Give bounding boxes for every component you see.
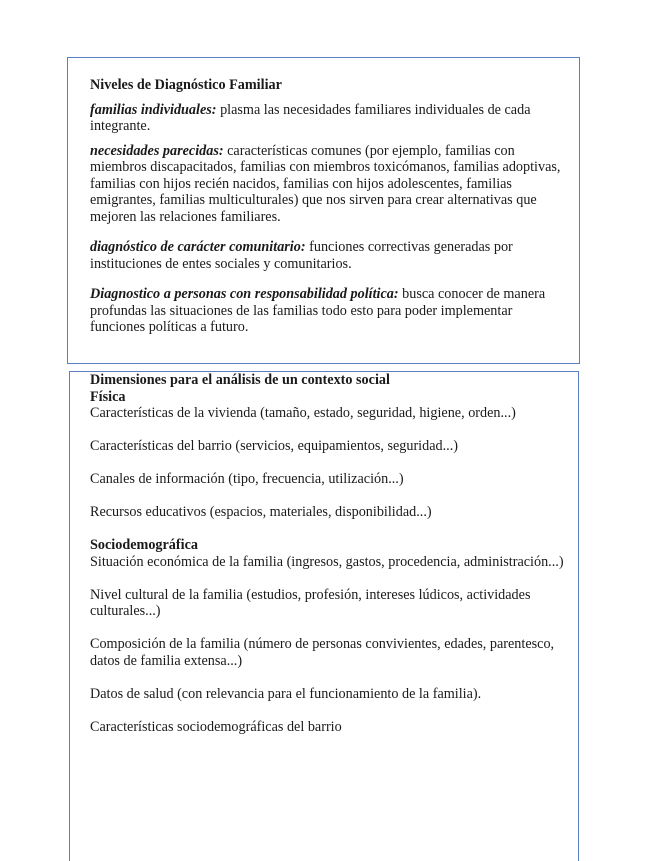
level-term: Diagnostico a personas con responsabilidad política: — [90, 286, 399, 302]
list-item: Nivel cultural de la familia (estudios, profesión, intereses lúdicos, actividades culturales...) — [90, 586, 531, 619]
diagnostic-levels-content — [90, 77, 568, 336]
socio-heading: Sociodemográfica — [90, 537, 198, 553]
list-item: Características de la vivienda (tamaño, estado, seguridad, higiene, orden...) — [90, 405, 516, 421]
dimensions-content — [90, 372, 568, 735]
level-text: plasma las necesidades familiares individuales de cada integrante. — [90, 101, 531, 134]
level-item — [90, 286, 568, 336]
level-text: características comunes (por ejemplo, familias con miembros discapacitados, familias con miembros toxicómanos, familias adoptivas, familias con hijos recién nacidos, familias con hijos adolescentes, familias emigrantes, familias multiculturales) que nos sirven para crear alternativas que mejoren las relaciones familiares. — [90, 142, 561, 225]
level-term: necesidades parecidas: — [90, 142, 224, 159]
list-item: Recursos educativos (espacios, materiales, disponibilidad...) — [90, 504, 432, 520]
list-item: Datos de salud (con relevancia para el funcionamiento de la familia). — [90, 685, 482, 702]
level-item — [90, 102, 568, 135]
level-item — [90, 239, 568, 272]
level-text: busca conocer de manera profundas las situaciones de las familias todo esto para poder implementar funciones políticas a futuro. — [90, 286, 546, 335]
list-item: Características del barrio (servicios, equipamientos, seguridad...) — [90, 438, 458, 454]
level-text: funciones correctivas generadas por instituciones de entes sociales y comunitarios. — [90, 239, 513, 272]
level-term: familias individuales: — [90, 101, 217, 118]
list-item: Composición de la familia (número de personas convivientes, edades, parentesco, datos de familia extensa...) — [90, 636, 555, 669]
dimensions-title: Dimensiones para el análisis de un contexto social — [90, 372, 390, 388]
level-term: diagnóstico de carácter comunitario: — [90, 239, 306, 255]
list-item: Canales de información (tipo, frecuencia, utilización...) — [90, 471, 404, 487]
diagnostic-levels-title: Niveles de Diagnóstico Familiar — [90, 77, 282, 93]
level-item — [90, 143, 568, 226]
list-item: Características sociodemográficas del barrio — [90, 718, 342, 735]
list-item: Situación económica de la familia (ingresos, gastos, procedencia, administración...) — [90, 553, 564, 570]
fisica-heading: Física — [90, 388, 126, 405]
